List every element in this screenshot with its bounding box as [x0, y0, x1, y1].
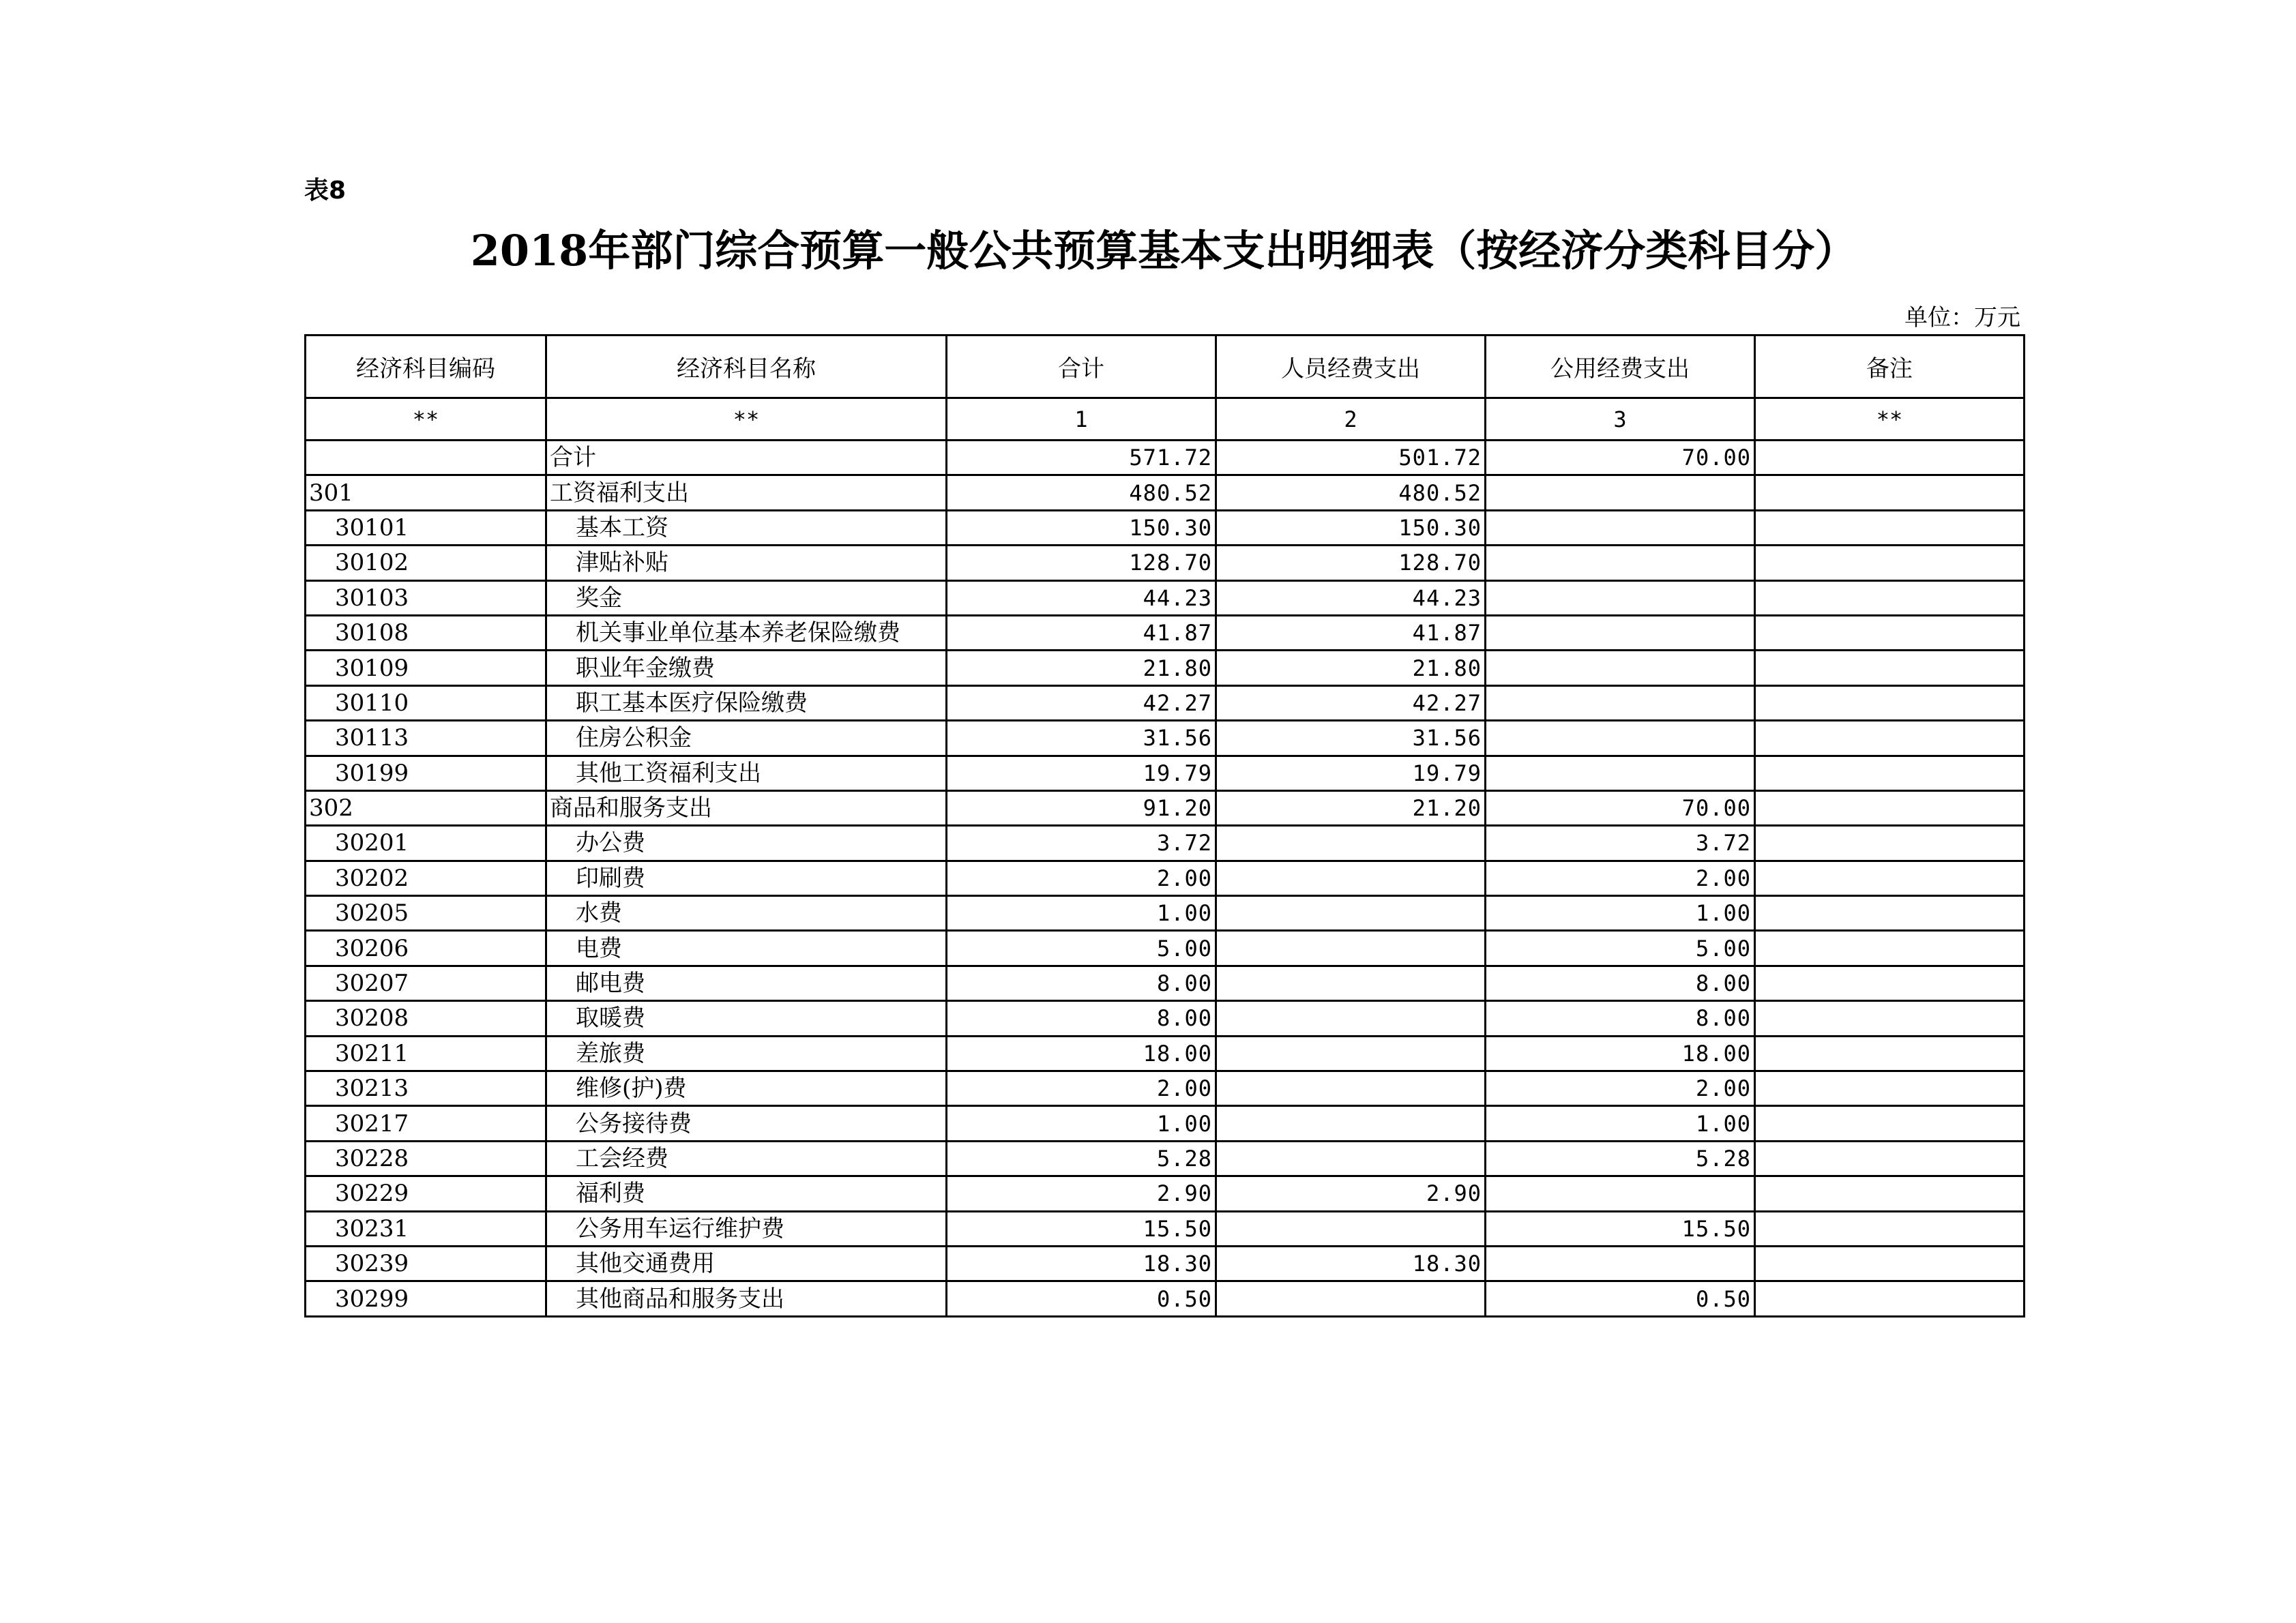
cell-total: 8.00	[947, 966, 1216, 1000]
cell-code: 30207	[306, 966, 546, 1000]
cell-total: 8.00	[947, 1001, 1216, 1036]
cell-code: 30239	[306, 1246, 546, 1281]
column-header-name: 经济科目名称	[546, 336, 947, 398]
cell-personnel: 41.87	[1216, 615, 1486, 650]
cell-total: 21.80	[947, 651, 1216, 685]
cell-name: 职工基本医疗保险缴费	[546, 685, 947, 720]
cell-code: 30231	[306, 1211, 546, 1246]
cell-note	[1755, 721, 2025, 756]
cell-name: 奖金	[546, 580, 947, 615]
cell-public	[1486, 1246, 1755, 1281]
cell-public: 8.00	[1486, 966, 1755, 1000]
table-row	[306, 1036, 2025, 1071]
cell-code: 30229	[306, 1176, 546, 1211]
cell-public: 5.28	[1486, 1141, 1755, 1176]
column-header-note: 备注	[1755, 336, 2025, 398]
cell-total: 91.20	[947, 790, 1216, 825]
cell-personnel: 501.72	[1216, 441, 1486, 475]
table-row	[306, 896, 2025, 931]
cell-personnel: 42.27	[1216, 685, 1486, 720]
cell-code: 30228	[306, 1141, 546, 1176]
cell-name: 住房公积金	[546, 721, 947, 756]
cell-public	[1486, 510, 1755, 545]
cell-note	[1755, 861, 2025, 895]
cell-total: 150.30	[947, 510, 1216, 545]
cell-total: 18.00	[947, 1036, 1216, 1071]
cell-public: 70.00	[1486, 790, 1755, 825]
cell-code: 30110	[306, 685, 546, 720]
cell-personnel	[1216, 826, 1486, 861]
table-row	[306, 510, 2025, 545]
cell-note	[1755, 966, 2025, 1000]
cell-public: 2.00	[1486, 1071, 1755, 1106]
cell-total: 44.23	[947, 580, 1216, 615]
cell-public	[1486, 475, 1755, 510]
cell-personnel	[1216, 966, 1486, 1000]
table-body	[306, 441, 2025, 1317]
budget-detail-table	[304, 334, 2025, 1317]
cell-note	[1755, 1001, 2025, 1036]
index-cell-name: **	[546, 398, 947, 441]
column-header-total: 合计	[947, 336, 1216, 398]
table-row	[306, 1071, 2025, 1106]
cell-personnel: 21.20	[1216, 790, 1486, 825]
cell-public: 1.00	[1486, 1106, 1755, 1141]
cell-total: 18.30	[947, 1246, 1216, 1281]
table-row	[306, 931, 2025, 966]
cell-personnel	[1216, 1211, 1486, 1246]
cell-name: 差旅费	[546, 1036, 947, 1071]
cell-personnel: 21.80	[1216, 651, 1486, 685]
cell-name: 其他工资福利支出	[546, 756, 947, 790]
cell-note	[1755, 685, 2025, 720]
cell-name: 福利费	[546, 1176, 947, 1211]
page-title: 2018年部门综合预算一般公共预算基本支出明细表（按经济分类科目分）	[470, 226, 1857, 276]
unit-label: 单位：万元	[1904, 304, 2020, 331]
cell-name: 水费	[546, 896, 947, 931]
cell-personnel: 18.30	[1216, 1246, 1486, 1281]
cell-name: 津贴补贴	[546, 546, 947, 580]
cell-personnel	[1216, 1106, 1486, 1141]
cell-code: 30205	[306, 896, 546, 931]
cell-code: 30102	[306, 546, 546, 580]
cell-total: 42.27	[947, 685, 1216, 720]
cell-name: 邮电费	[546, 966, 947, 1000]
cell-name: 取暖费	[546, 1001, 947, 1036]
table-row	[306, 1211, 2025, 1246]
cell-personnel: 31.56	[1216, 721, 1486, 756]
cell-total: 41.87	[947, 615, 1216, 650]
cell-public: 18.00	[1486, 1036, 1755, 1071]
cell-total: 2.00	[947, 1071, 1216, 1106]
cell-personnel	[1216, 1141, 1486, 1176]
cell-public: 2.00	[1486, 861, 1755, 895]
cell-name: 基本工资	[546, 510, 947, 545]
cell-public	[1486, 685, 1755, 720]
cell-note	[1755, 756, 2025, 790]
cell-public	[1486, 580, 1755, 615]
cell-note	[1755, 651, 2025, 685]
cell-public: 70.00	[1486, 441, 1755, 475]
cell-code: 30199	[306, 756, 546, 790]
cell-code	[306, 441, 546, 475]
table-row	[306, 966, 2025, 1000]
cell-total: 1.00	[947, 896, 1216, 931]
cell-personnel: 480.52	[1216, 475, 1486, 510]
table-row	[306, 790, 2025, 825]
cell-public: 3.72	[1486, 826, 1755, 861]
cell-name: 维修(护)费	[546, 1071, 947, 1106]
cell-note	[1755, 441, 2025, 475]
cell-public: 0.50	[1486, 1281, 1755, 1316]
cell-code: 30109	[306, 651, 546, 685]
table-row	[306, 615, 2025, 650]
cell-note	[1755, 1211, 2025, 1246]
cell-personnel	[1216, 1001, 1486, 1036]
cell-name: 公务接待费	[546, 1106, 947, 1141]
cell-name: 合计	[546, 441, 947, 475]
table-row	[306, 1106, 2025, 1141]
cell-personnel	[1216, 1281, 1486, 1316]
cell-total: 1.00	[947, 1106, 1216, 1141]
cell-name: 公务用车运行维护费	[546, 1211, 947, 1246]
index-cell-public: 3	[1486, 398, 1755, 441]
cell-personnel: 2.90	[1216, 1176, 1486, 1211]
cell-note	[1755, 790, 2025, 825]
cell-public	[1486, 615, 1755, 650]
cell-total: 3.72	[947, 826, 1216, 861]
cell-public: 8.00	[1486, 1001, 1755, 1036]
cell-total: 5.00	[947, 931, 1216, 966]
cell-total: 15.50	[947, 1211, 1216, 1246]
cell-code: 301	[306, 475, 546, 510]
table-number-label: 表8	[304, 177, 347, 205]
table-row	[306, 1141, 2025, 1176]
cell-total: 2.00	[947, 861, 1216, 895]
cell-note	[1755, 896, 2025, 931]
cell-note	[1755, 546, 2025, 580]
cell-note	[1755, 1071, 2025, 1106]
cell-note	[1755, 475, 2025, 510]
cell-personnel	[1216, 861, 1486, 895]
cell-total: 480.52	[947, 475, 1216, 510]
table-row	[306, 1176, 2025, 1211]
cell-name: 职业年金缴费	[546, 651, 947, 685]
cell-total: 2.90	[947, 1176, 1216, 1211]
cell-personnel	[1216, 896, 1486, 931]
cell-public	[1486, 756, 1755, 790]
cell-total: 31.56	[947, 721, 1216, 756]
cell-total: 5.28	[947, 1141, 1216, 1176]
cell-code: 30217	[306, 1106, 546, 1141]
cell-code: 30299	[306, 1281, 546, 1316]
cell-note	[1755, 1176, 2025, 1211]
cell-note	[1755, 615, 2025, 650]
cell-note	[1755, 931, 2025, 966]
cell-code: 30213	[306, 1071, 546, 1106]
table-row	[306, 1246, 2025, 1281]
cell-personnel	[1216, 931, 1486, 966]
cell-note	[1755, 1246, 2025, 1281]
cell-note	[1755, 580, 2025, 615]
cell-total: 0.50	[947, 1281, 1216, 1316]
index-cell-note: **	[1755, 398, 2025, 441]
table-row	[306, 475, 2025, 510]
cell-public	[1486, 1176, 1755, 1211]
cell-name: 其他交通费用	[546, 1246, 947, 1281]
cell-name: 工资福利支出	[546, 475, 947, 510]
cell-personnel	[1216, 1036, 1486, 1071]
column-header-code: 经济科目编码	[306, 336, 546, 398]
table-row	[306, 826, 2025, 861]
cell-name: 办公费	[546, 826, 947, 861]
cell-code: 30101	[306, 510, 546, 545]
table-row	[306, 756, 2025, 790]
cell-code: 30108	[306, 615, 546, 650]
cell-name: 印刷费	[546, 861, 947, 895]
cell-code: 30201	[306, 826, 546, 861]
cell-name: 工会经费	[546, 1141, 947, 1176]
cell-public: 1.00	[1486, 896, 1755, 931]
table-index-row	[306, 398, 2025, 441]
cell-name: 机关事业单位基本养老保险缴费	[546, 615, 947, 650]
table-row	[306, 1281, 2025, 1316]
cell-code: 30208	[306, 1001, 546, 1036]
table-row	[306, 685, 2025, 720]
cell-total: 128.70	[947, 546, 1216, 580]
cell-code: 30103	[306, 580, 546, 615]
table-row	[306, 1001, 2025, 1036]
cell-name: 商品和服务支出	[546, 790, 947, 825]
table-row	[306, 861, 2025, 895]
cell-personnel: 150.30	[1216, 510, 1486, 545]
index-cell-personnel: 2	[1216, 398, 1486, 441]
cell-total: 571.72	[947, 441, 1216, 475]
table-row	[306, 441, 2025, 475]
cell-public	[1486, 721, 1755, 756]
cell-personnel: 19.79	[1216, 756, 1486, 790]
cell-name: 其他商品和服务支出	[546, 1281, 947, 1316]
cell-code: 30202	[306, 861, 546, 895]
index-cell-total: 1	[947, 398, 1216, 441]
cell-public: 15.50	[1486, 1211, 1755, 1246]
table-row	[306, 580, 2025, 615]
cell-public	[1486, 651, 1755, 685]
cell-note	[1755, 1036, 2025, 1071]
column-header-personnel: 人员经费支出	[1216, 336, 1486, 398]
table-row	[306, 546, 2025, 580]
cell-note	[1755, 1281, 2025, 1316]
cell-note	[1755, 510, 2025, 545]
cell-note	[1755, 1106, 2025, 1141]
cell-code: 302	[306, 790, 546, 825]
cell-note	[1755, 1141, 2025, 1176]
cell-code: 30113	[306, 721, 546, 756]
cell-code: 30206	[306, 931, 546, 966]
cell-personnel: 128.70	[1216, 546, 1486, 580]
cell-note	[1755, 826, 2025, 861]
cell-personnel	[1216, 1071, 1486, 1106]
table-header-row	[306, 336, 2025, 398]
cell-public: 5.00	[1486, 931, 1755, 966]
index-cell-code: **	[306, 398, 546, 441]
cell-total: 19.79	[947, 756, 1216, 790]
column-header-public: 公用经费支出	[1486, 336, 1755, 398]
cell-code: 30211	[306, 1036, 546, 1071]
cell-name: 电费	[546, 931, 947, 966]
cell-public	[1486, 546, 1755, 580]
table-row	[306, 721, 2025, 756]
table-row	[306, 651, 2025, 685]
cell-personnel: 44.23	[1216, 580, 1486, 615]
